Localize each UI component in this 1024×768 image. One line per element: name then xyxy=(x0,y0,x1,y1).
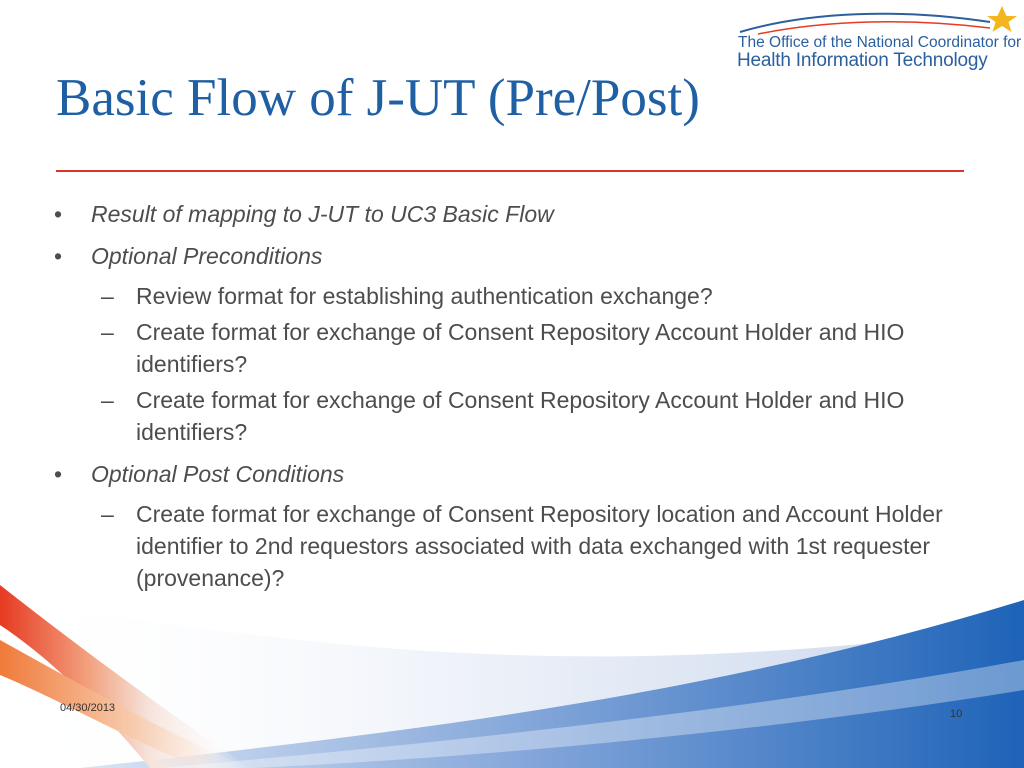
slide-content xyxy=(52,198,992,604)
onc-logo xyxy=(728,2,1020,74)
sub-bullet-item xyxy=(91,498,992,594)
logo-text-line1: The Office of the National Coordinator for xyxy=(738,34,1022,51)
dash-marker: – xyxy=(101,501,114,527)
sub-bullet-text: Create format for exchange of Consent Repository location and Account Holder identifier to 2nd requestors associated with data exchanged with 1st requester (provenance)? xyxy=(136,501,943,591)
dash-marker: – xyxy=(101,387,114,413)
title-divider xyxy=(56,170,964,172)
sub-bullet-item xyxy=(91,316,992,380)
bullet-item xyxy=(52,240,992,448)
bullet-marker: • xyxy=(54,243,63,269)
sub-bullet-list xyxy=(91,498,992,594)
bullet-text: Optional Post Conditions xyxy=(91,461,345,487)
slide-title: Basic Flow of J-UT (Pre/Post) xyxy=(56,69,700,127)
footer-date: 04/30/2013 xyxy=(60,702,116,714)
dash-marker: – xyxy=(101,283,114,309)
sub-bullet-item xyxy=(91,280,992,312)
bullet-text: Result of mapping to J-UT to UC3 Basic Flow xyxy=(91,201,554,227)
logo-text-line2: Health Information Technology xyxy=(737,50,988,71)
sub-bullet-text: Create format for exchange of Consent Repository Account Holder and HIO identifiers? xyxy=(136,319,905,377)
bullet-text: Optional Preconditions xyxy=(91,243,323,269)
bullet-item xyxy=(52,198,992,230)
bullet-item xyxy=(52,458,992,594)
bullet-list xyxy=(52,198,992,594)
page-number: 10 xyxy=(950,708,963,720)
sub-bullet-list xyxy=(91,280,992,448)
bullet-marker: • xyxy=(54,201,63,227)
dash-marker: – xyxy=(101,319,114,345)
bullet-marker: • xyxy=(54,461,63,487)
sub-bullet-text: Create format for exchange of Consent Repository Account Holder and HIO identifiers? xyxy=(136,387,905,445)
sub-bullet-item xyxy=(91,384,992,448)
sub-bullet-text: Review format for establishing authentication exchange? xyxy=(136,283,713,309)
